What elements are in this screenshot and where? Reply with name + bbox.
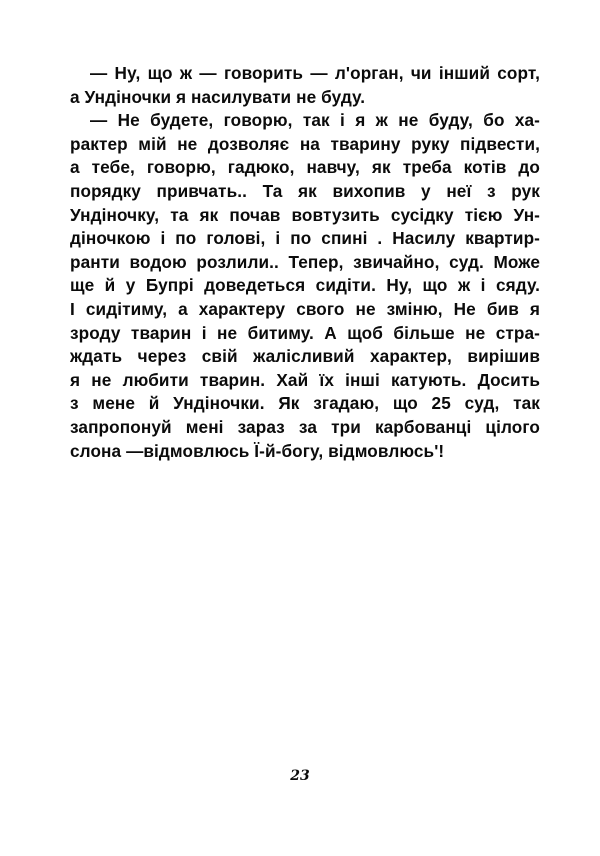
text-line: діночкою і по голові, і по спині . Насилу квартир- (70, 228, 540, 249)
text-line: ранти водою розлили.. Тепер, звичайно, суд. Може (70, 251, 540, 272)
text-line: я не любити тварин. Хай їх інші катують. Досить (70, 369, 540, 390)
text-line: — Ну, що ж — говорить — л'орган, чи інший сорт, (90, 63, 540, 83)
text-line: з мене й Ундіночки. Як згадаю, що 25 суд, так (70, 393, 540, 414)
text-line: слона —відмовлюсь Ї-й-богу, відмовлюсь'! (70, 440, 445, 461)
text-line: ще й у Бупрі доведеться сидіти. Ну, що ж і сяду. (70, 275, 540, 296)
text-line: І сидітиму, а характеру свого не зміню, Не бив я (70, 298, 540, 319)
text-line: Ундіночку, та як почав вовтузить сусідку тією Ун- (70, 204, 540, 225)
text-line: а тебе, говорю, гадюко, навчу, як треба котів до (70, 157, 540, 178)
text-line: ждать через свій жалісливий характер, вирішив (70, 346, 540, 367)
text-line: а Ундіночки я насилувати не буду. (70, 86, 366, 107)
text-line: запропонуй мені зараз за три карбованці цілого (70, 416, 540, 437)
page-number: 23 (290, 768, 310, 784)
page-body-text (70, 62, 540, 463)
text-line: порядку привчать.. Та як вихопив у неї з рук (70, 180, 540, 201)
text-line: — Не будете, говорю, так і я ж не буду, бо ха- (90, 110, 540, 131)
text-line: зроду тварин і не битиму. А щоб більше не стра- (70, 322, 540, 343)
text-line: рактер мій не дозволяє на тварину руку підвести, (70, 133, 540, 154)
